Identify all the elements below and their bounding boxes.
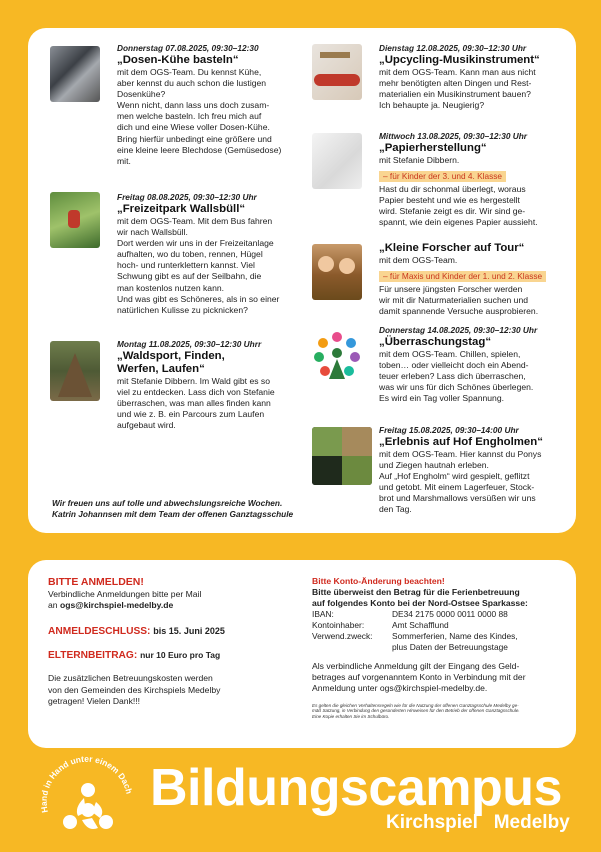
costs-text: Die zusätzlichen Betreuungskosten werden von den Gemeinden des Kirchspiels Medelby getragen! Vielen Dank!!! (48, 673, 221, 706)
event-subtitle: mit Stefanie Dibbern. (379, 155, 460, 165)
registration-heading: BITTE ANMELDEN! (48, 576, 144, 588)
event-title: „Upcycling-Musikinstrument“ (379, 54, 540, 66)
paper-photo (312, 133, 362, 189)
registration-email[interactable]: ogs@kirchspiel-medelby.de (59, 600, 174, 611)
event-title: „Erlebnis auf Hof Engholmen“ (379, 436, 543, 448)
event-tag: – für Maxis und Kinder der 1. und 2. Klasse (379, 271, 546, 282)
farm-collage-photo (312, 427, 372, 485)
event-text: mit dem OGS-Team. Mit dem Bus fahren wir nach Wallsbüll. Dort werden wir uns in der Freizeitanlage aufhalten, wo du toben, rennen, Hügel hoch- und runterklettern kannst. Viel Schwung gibt es auf der Seilbahn, die man kostenlos nutzen kann. Und was gibt es Schöneres, als in so einer natürlichen Kulisse zu picknicken? (117, 216, 280, 315)
event-date: Donnerstag 07.08.2025, 09:30–12:30 (117, 43, 259, 53)
signature: Wir freuen uns auf tolle und abwechslungsreiche Wochen. Katrin Johannsen mit dem Team der offenen Ganztagsschule (52, 498, 294, 519)
fine-print: Es gelten die gleichen Verhaltensregeln wie für die Nutzung der offenen Ganztagsschule Medelby ge- mäß Satzung, in Verbindung den gesonderten Hinweisen für den Betrieb der offenen Ganztagsschule. Eine Kopie erhalten Sie im Schulbüro. (312, 702, 520, 719)
event-text: mit dem OGS-Team. Chillen, spielen, toben… oder vielleicht doch ein Abend- teuer erleben? Lass dich überraschen, was wir uns für dich Schönes überlegen. Es wird ein Tag voller Spannung. (379, 349, 534, 404)
brand-wordmark (150, 759, 570, 833)
upcycled-instrument-photo (312, 44, 362, 100)
logo-arc-text: Hand in Hand unter einem Dach (38, 753, 135, 814)
bank-details (312, 609, 567, 653)
event-date: Dienstag 12.08.2025, 09:30–12:30 Uhr (379, 43, 527, 53)
event-text: mit dem OGS-Team. Du kennst Kühe, aber kennst du auch schon die lustigen Dosenkühe? Wenn nicht, dann lass uns doch zusam- men welche basteln. Ich freu mich auf dich und eine Wiese voller Dosen-Kühe. Bring hierfür unbedingt eine größere und eine kleine leere Blechdose (Gemüsedose) mit. (117, 67, 282, 166)
campus-logo-icon (36, 752, 136, 847)
event-date: Freitag 15.08.2025, 09:30–14:00 Uhr (379, 425, 519, 435)
event-title: „Kleine Forscher auf Tour“ (379, 242, 525, 254)
event-text: mit dem OGS-Team. Hier kannst du Ponys und Ziegen hautnah erleben. Auf „Hof Engholm“ wird gespielt, geflitzt und getobt. Mit einem Lagerfeuer, Stock- brot und Marshmallows versüßen wir uns den Tag. (379, 449, 542, 515)
event-date: Mittwoch 13.08.2025, 09:30–12:30 Uhr (379, 131, 528, 141)
forest-hut-photo (50, 341, 100, 401)
kids-in-leaves-photo (312, 244, 362, 300)
event-tag: – für Kinder der 3. und 4. Klasse (379, 171, 506, 182)
event-title: „Dosen-Kühe basteln“ (117, 54, 239, 66)
deadline: ANMELDESCHLUSS: bis 15. Juni 2025 (48, 626, 225, 638)
zipline-child-photo (50, 192, 100, 248)
event-text: mit Stefanie Dibbern. Im Wald gibt es so viel zu entdecken. Lass dich von Stefanie überraschen, was man alles finden kann und wie z. B. ein Parcours zum Laufen aufgebaut wird. (117, 376, 275, 431)
event-title: „Überraschungstag“ (379, 336, 492, 348)
event-title: „Waldsport, Finden, Werfen, Laufen“ (117, 350, 225, 375)
bank-intro: Bitte überweist den Betrag für die Ferienbetreuung auf folgendes Konto bei der Nord-Ostsee Sparkasse: (312, 587, 528, 608)
info-card (28, 560, 576, 748)
fee: ELTERNBEITRAG: nur 10 Euro pro Tag (48, 650, 221, 662)
bank-section (312, 576, 567, 719)
events-card (28, 28, 576, 533)
event-text: Hast du dir schonmal überlegt, woraus Papier besteht und wie es hergestellt wird. Stefanie zeigt es dir. Wir sind ge- spannt, wie dein eigenes Papier aussieht. (379, 184, 538, 228)
event-subtitle: mit dem OGS-Team. (379, 255, 458, 265)
event-date: Montag 11.08.2025, 09:30–12:30 Uhrr (117, 339, 262, 349)
event-date: Donnerstag 14.08.2025, 09:30–12:30 Uhr (379, 325, 538, 335)
surprise-figure-icon (312, 329, 362, 385)
bank-row-purpose: Verwend.zweck: Sommerferien, Name des Kindes, plus Daten der Betreuungstage (312, 631, 518, 652)
bank-row-holder: Kontoinhaber: Amt Schafflund (312, 620, 449, 630)
brand-subtitle: Kirchspiel Medelby (386, 812, 570, 833)
tin-can-cows-photo (50, 46, 100, 102)
registration-text: Verbindliche Anmeldungen bitte per Mail an ogs@kirchspiel-medelby.de (48, 589, 202, 611)
bank-heading: Bitte Konto-Änderung beachten! (312, 576, 445, 586)
bank-note: Als verbindliche Anmeldung gilt der Eingang des Geld- betrages auf vorgenanntem Konto in Verbindung mit der Anmeldung unter ogs@kirchspiel-medelby.de. (312, 661, 526, 694)
event-title: „Papierherstellung“ (379, 142, 487, 154)
event-date: Freitag 08.08.2025, 09:30–12:30 Uhr (117, 192, 257, 202)
event-title: „Freizeitpark Wallsbüll“ (117, 203, 246, 215)
bank-row-iban: IBAN: DE34 2175 0000 0011 0000 88 (312, 609, 508, 619)
event-text: Für unsere jüngsten Forscher werden wir mit dir Naturmaterialien suchen und damit spannende Versuche ausprobieren. (379, 284, 539, 317)
event-text: mit dem OGS-Team. Kann man aus nicht mehr benötigten alten Dingen und Rest- materialien ein Musikinstrument bauen? Ich behaupte ja. Neugierig? (379, 67, 536, 111)
registration-section (48, 576, 298, 707)
brand-name: Bildungscampus (150, 759, 562, 817)
